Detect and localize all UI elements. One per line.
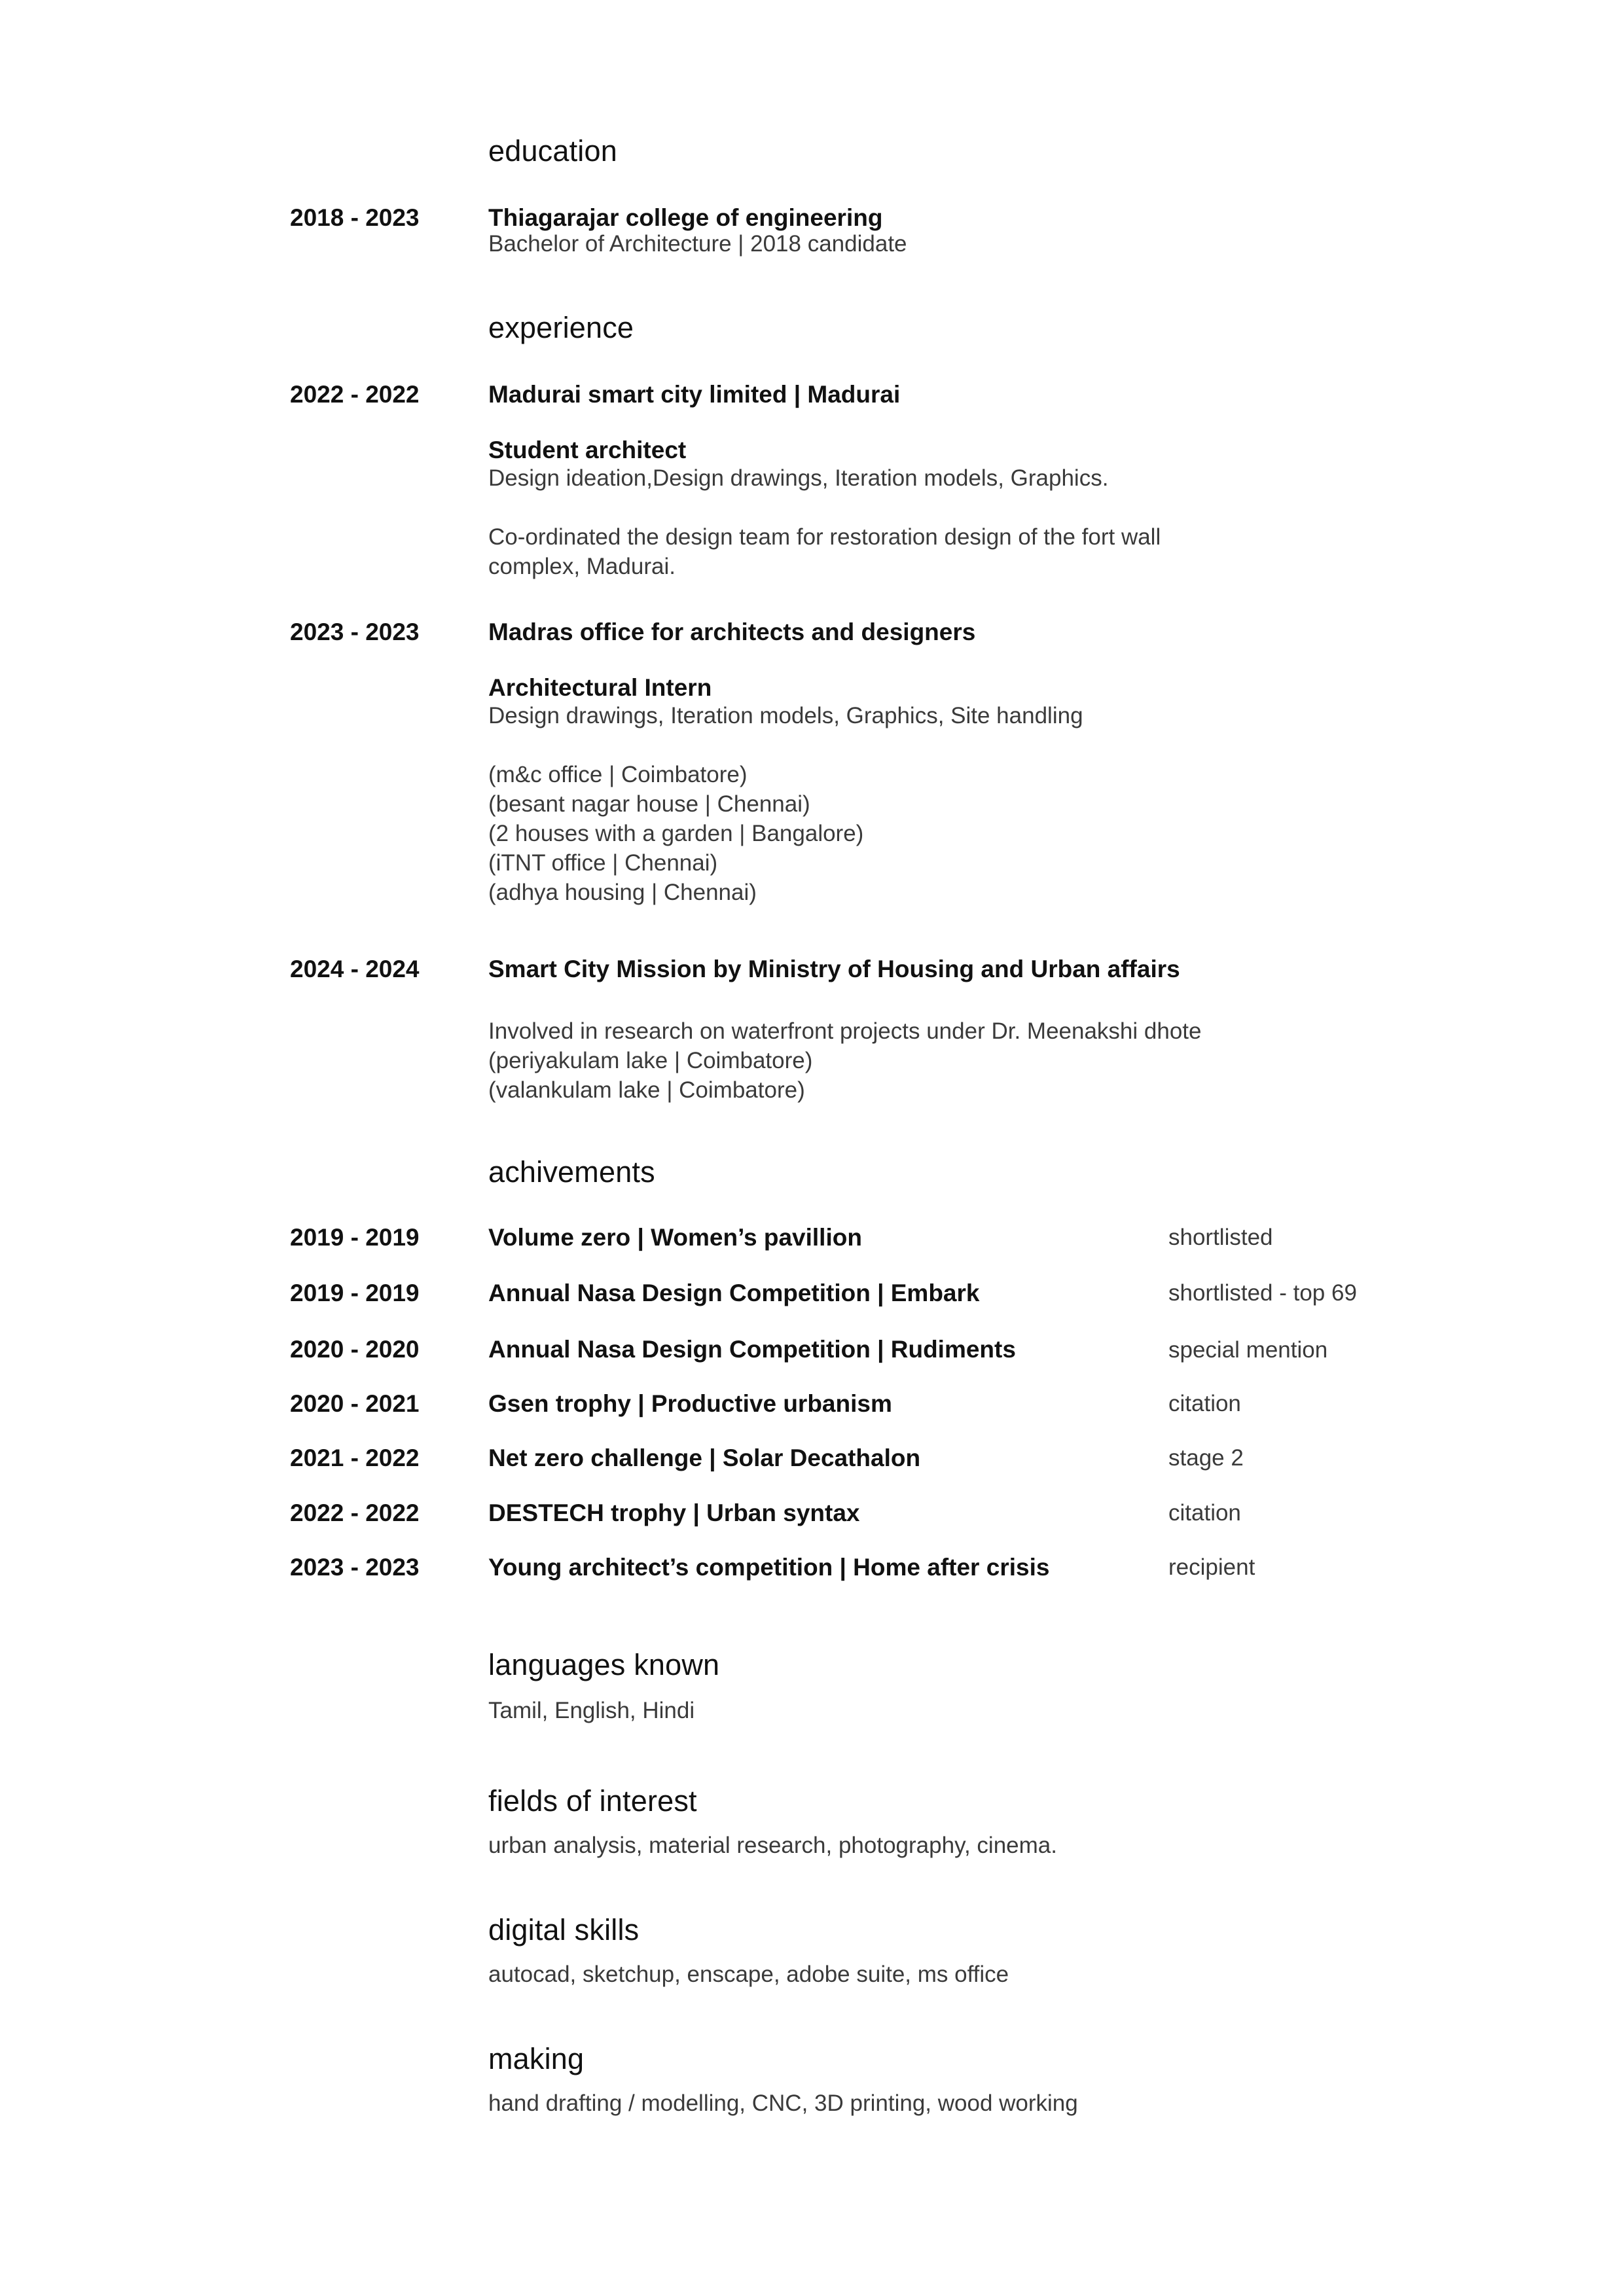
achievement-result-2: shortlisted - top 69 <box>1168 1280 1357 1306</box>
achievement-dates-7: 2023 - 2023 <box>290 1554 420 1581</box>
experience-note-2-1: (m&c office | Coimbatore) <box>488 762 748 787</box>
achievement-result-1: shortlisted <box>1168 1225 1273 1250</box>
digital-skills-heading: digital skills <box>488 1913 640 1946</box>
experience-dates-1: 2022 - 2022 <box>290 381 420 408</box>
achievement-title-5: Net zero challenge | Solar Decathalon <box>488 1444 921 1471</box>
achievement-title-2: Annual Nasa Design Competition | Embark <box>488 1280 980 1306</box>
experience-dates-2: 2023 - 2023 <box>290 619 420 645</box>
achievement-dates-1: 2019 - 2019 <box>290 1224 420 1251</box>
making-heading: making <box>488 2042 585 2075</box>
achievement-result-5: stage 2 <box>1168 1445 1244 1471</box>
education-degree: Bachelor of Architecture | 2018 candidate <box>488 231 907 257</box>
education-institution: Thiagarajar college of engineering <box>488 204 883 231</box>
experience-note-2-5: (adhya housing | Chennai) <box>488 880 757 905</box>
achievement-result-4: citation <box>1168 1391 1241 1416</box>
experience-note-2-3: (2 houses with a garden | Bangalore) <box>488 821 864 846</box>
experience-note-3-3: (valankulam lake | Coimbatore) <box>488 1077 805 1103</box>
achievement-title-6: DESTECH trophy | Urban syntax <box>488 1499 860 1526</box>
achievement-dates-6: 2022 - 2022 <box>290 1499 420 1526</box>
experience-role-2: Architectural Intern <box>488 674 712 701</box>
achievement-title-4: Gsen trophy | Productive urbanism <box>488 1390 892 1417</box>
achievement-dates-5: 2021 - 2022 <box>290 1444 420 1471</box>
interests-heading: fields of interest <box>488 1784 697 1818</box>
experience-note-2-4: (iTNT office | Chennai) <box>488 850 718 876</box>
education-heading: education <box>488 134 617 168</box>
achievement-dates-2: 2019 - 2019 <box>290 1280 420 1306</box>
education-dates: 2018 - 2023 <box>290 204 420 231</box>
achievement-dates-3: 2020 - 2020 <box>290 1336 420 1363</box>
experience-note-3-2: (periyakulam lake | Coimbatore) <box>488 1048 813 1073</box>
experience-heading: experience <box>488 311 634 344</box>
experience-org-1: Madurai smart city limited | Madurai <box>488 381 901 408</box>
experience-role-1: Student architect <box>488 437 687 463</box>
experience-note-1-2: complex, Madurai. <box>488 554 676 579</box>
achievements-heading: achivements <box>488 1155 655 1189</box>
experience-tasks-1: Design ideation,Design drawings, Iteration models, Graphics. <box>488 465 1109 491</box>
experience-dates-3: 2024 - 2024 <box>290 956 420 982</box>
digital-skills-text: autocad, sketchup, enscape, adobe suite, ms office <box>488 1962 1009 1987</box>
making-text: hand drafting / modelling, CNC, 3D printing, wood working <box>488 2090 1078 2116</box>
languages-heading: languages known <box>488 1648 720 1681</box>
achievement-dates-4: 2020 - 2021 <box>290 1390 420 1417</box>
experience-org-2: Madras office for architects and designers <box>488 619 976 645</box>
achievement-title-1: Volume zero | Women’s pavillion <box>488 1224 862 1251</box>
experience-note-1-1: Co-ordinated the design team for restoration design of the fort wall <box>488 524 1161 550</box>
languages-text: Tamil, English, Hindi <box>488 1698 695 1723</box>
experience-org-3: Smart City Mission by Ministry of Housing and Urban affairs <box>488 956 1180 982</box>
experience-note-3-1: Involved in research on waterfront projects under Dr. Meenakshi dhote <box>488 1018 1202 1044</box>
achievement-title-7: Young architect’s competition | Home after crisis <box>488 1554 1050 1581</box>
achievement-title-3: Annual Nasa Design Competition | Rudiments <box>488 1336 1016 1363</box>
experience-note-2-2: (besant nagar house | Chennai) <box>488 791 810 817</box>
interests-text: urban analysis, material research, photography, cinema. <box>488 1833 1057 1858</box>
achievement-result-3: special mention <box>1168 1337 1328 1363</box>
experience-tasks-2: Design drawings, Iteration models, Graphics, Site handling <box>488 703 1083 728</box>
achievement-result-7: recipient <box>1168 1554 1255 1580</box>
achievement-result-6: citation <box>1168 1500 1241 1526</box>
